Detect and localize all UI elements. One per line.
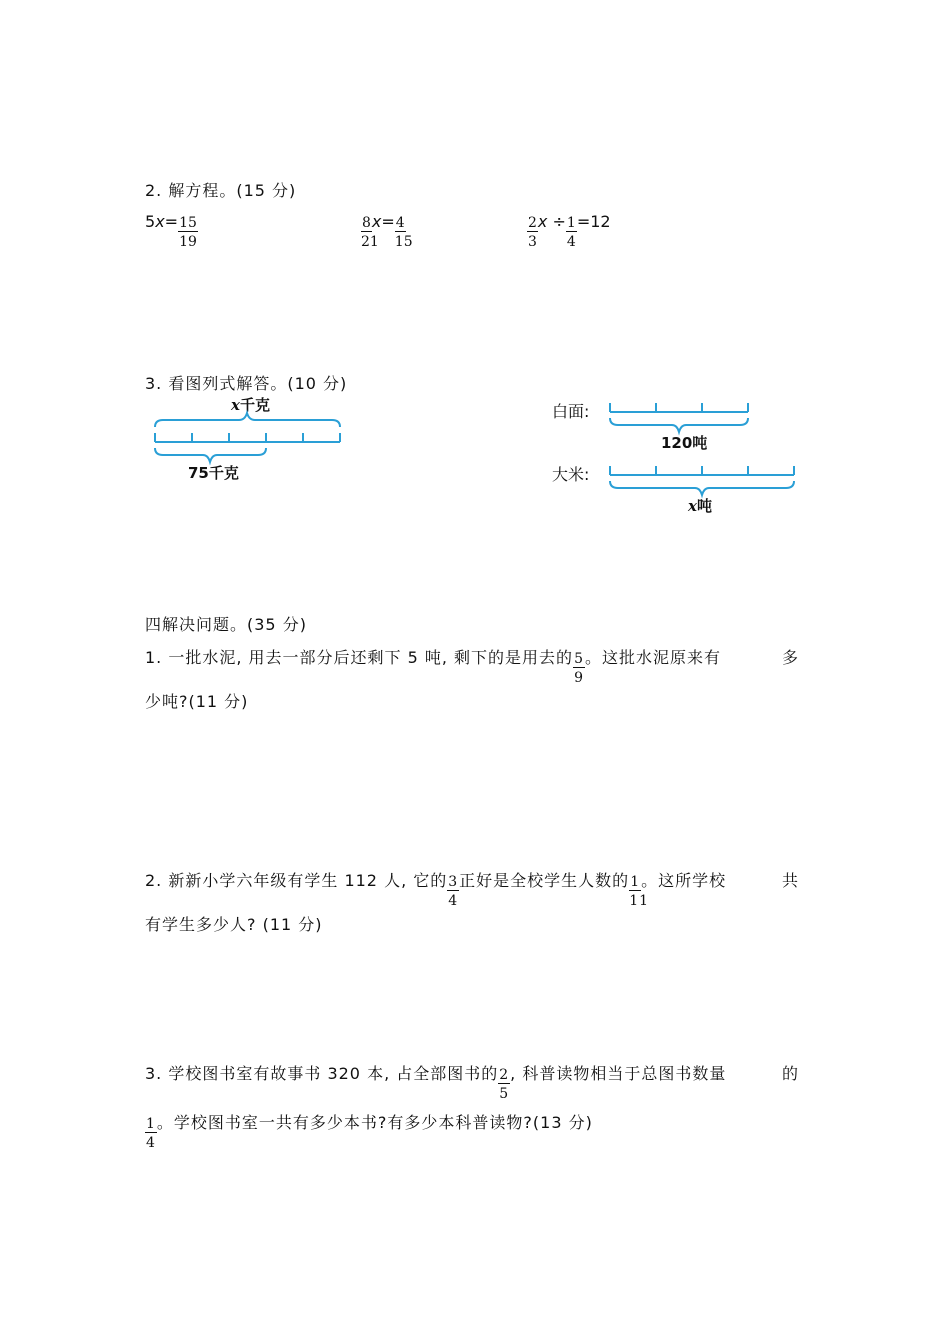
fraction-denominator: 11 [629,893,650,909]
fraction-denominator: 4 [566,234,576,250]
fraction-denominator: 4 [448,893,459,909]
row-label-flour: 白面: [552,402,590,421]
row-label-rice: 大米: [552,465,590,484]
fraction-denominator: 4 [146,1135,156,1151]
problem-2-fraction-1 [447,874,459,909]
fraction-numerator: 5 [574,651,584,667]
problem-3-line-1 [145,1061,727,1102]
fraction-denominator: 5 [499,1086,510,1102]
problem-1-line-2: 少吨?(11 分) [145,692,249,711]
problem-3-fraction-2 [145,1116,157,1151]
eq3-operator: ÷ [547,212,566,231]
fraction-numerator: 4 [395,215,405,231]
eq3-result: =12 [576,212,611,231]
eq2-operator: = [381,212,395,231]
problem-text: 。学校图书室一共有多少本书?有多少本科普读物?(13 分) [156,1113,593,1132]
fraction-denominator: 19 [179,234,197,250]
problem-2-line-2: 有学生多少人? (11 分) [145,915,323,934]
rice-brace-label [688,495,712,516]
problem-text: 2. 新新小学六年级有学生 112 人, 它的 [145,871,448,890]
problem-1-line-end: 多 [782,648,800,667]
fraction-denominator: 21 [361,234,379,250]
problem-3-line-end: 的 [782,1064,800,1083]
variable-x: x [231,396,240,414]
section-4-title: 四解决问题。(35 分) [145,615,307,634]
fraction-numerator: 1 [566,215,576,231]
fraction-numerator: 8 [362,215,371,231]
section-3-title: 3. 看图列式解答。(10 分) [145,374,348,393]
flour-brace-label: 120吨 [661,434,708,452]
unit-ton: 吨 [696,497,712,515]
fraction-denominator: 3 [528,234,537,250]
fraction-denominator: 15 [394,234,413,250]
left-diagram-bottom-label: 75千克 [188,464,239,482]
fraction-numerator: 1 [630,874,641,890]
problem-text: 3. 学校图书室有故事书 320 本, 占全部图书的 [145,1064,499,1083]
problem-2-line-end: 共 [782,871,800,890]
problem-1-line-1 [145,645,721,686]
variable-x: x [688,497,697,515]
eq1-coefficient: 5 [145,212,156,231]
section-2-title: 2. 解方程。(15 分) [145,181,297,200]
fraction-numerator: 1 [146,1116,156,1132]
problem-text: 正好是全校学生人数的 [459,871,630,890]
eq2-variable: x [371,212,382,231]
unit-kg: 千克 [239,396,270,414]
eq1-operator: = [164,212,179,231]
fraction-numerator: 2 [528,215,537,231]
eq3-variable: x [537,212,548,231]
problem-1-fraction [573,651,585,686]
problem-text: , 科普读物相当于总图书数量 [510,1064,727,1083]
problem-text: 。这所学校 [641,871,727,890]
fraction-numerator: 15 [179,215,197,231]
eq1-variable: x [155,212,165,231]
problem-3-fraction-1 [498,1067,510,1102]
fraction-numerator: 2 [499,1067,510,1083]
problem-text: 1. 一批水泥, 用去一部分后还剩下 5 吨, 剩下的是用去的 [145,648,574,667]
problem-3-line-2 [145,1110,593,1151]
problem-text: 。这批水泥原来有 [584,648,721,667]
problem-2-line-1 [145,868,727,909]
fraction-numerator: 3 [448,874,459,890]
fraction-denominator: 9 [574,670,584,686]
problem-2-fraction-2 [629,874,650,909]
